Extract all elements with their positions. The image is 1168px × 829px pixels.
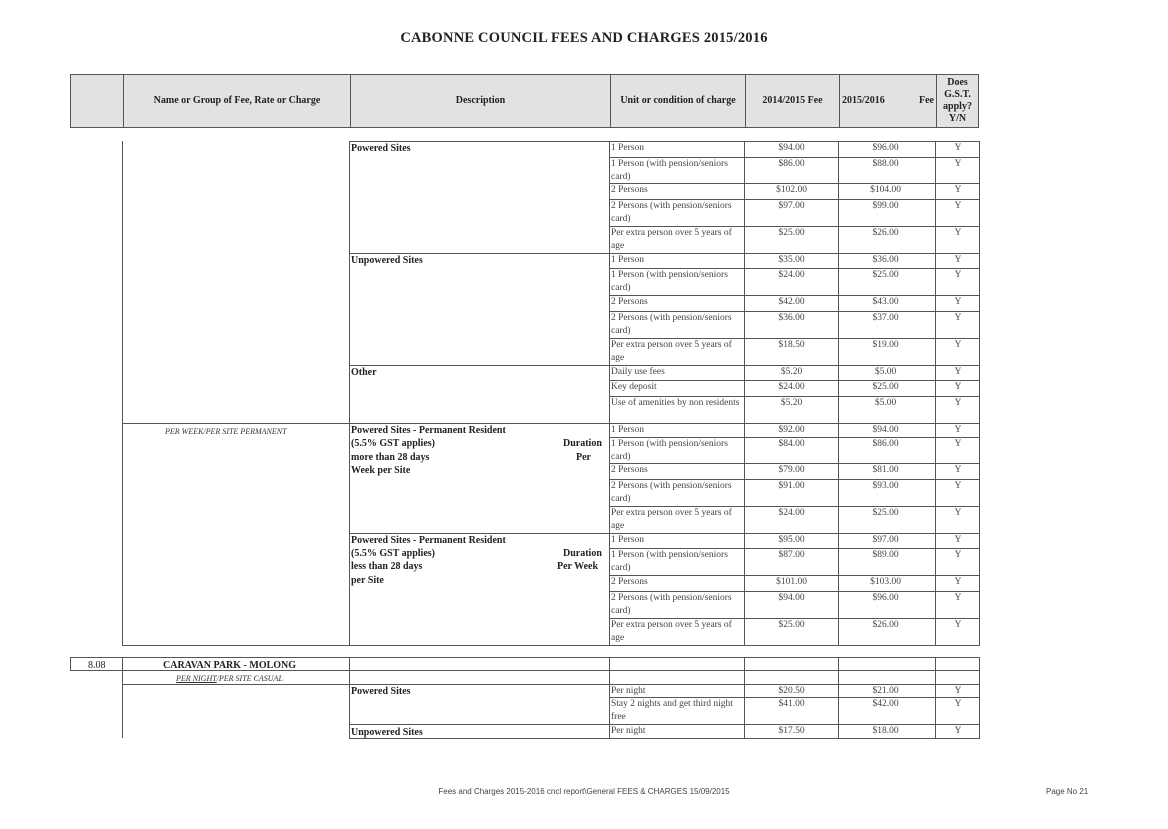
s1-row-fee-2015: $86.00 bbox=[872, 439, 899, 449]
s1-row-fee-2015: $96.00 bbox=[872, 143, 899, 153]
header-fee-cur-year: 2015/2016 bbox=[842, 95, 885, 106]
s2-row-gst: Y bbox=[954, 699, 962, 709]
s1-row-fee-2015: $25.00 bbox=[872, 508, 899, 518]
s1-row-fee-2014: $24.00 bbox=[778, 270, 805, 280]
section2-number: 8.08 bbox=[88, 660, 106, 671]
grid-vline bbox=[609, 141, 610, 645]
s1-row-fee-2014: $91.00 bbox=[778, 481, 805, 491]
s1-row-fee-2014: $79.00 bbox=[778, 465, 805, 475]
grid-vline bbox=[70, 657, 71, 670]
s1-row-unit: 2 Persons (with pension/seniors card) bbox=[611, 593, 732, 616]
s1-row-fee-2015: $96.00 bbox=[872, 593, 899, 603]
s1-row-unit: Per extra person over 5 years of age bbox=[611, 620, 732, 643]
s1-row-fee-2014: $102.00 bbox=[776, 185, 807, 195]
permanent-label: PER WEEK/PER SITE PERMANENT bbox=[165, 427, 287, 436]
s1-row-gst: Y bbox=[954, 577, 962, 587]
s1-row-gst: Y bbox=[954, 465, 962, 475]
s1-row-fee-2014: $42.00 bbox=[778, 297, 805, 307]
s1-row-gst: Y bbox=[954, 382, 962, 392]
s1-row-unit: 1 Person bbox=[611, 255, 644, 265]
grid-hline bbox=[349, 645, 980, 646]
s1-row-gst: Y bbox=[954, 297, 962, 307]
s1-row-fee-2015: $5.00 bbox=[874, 367, 897, 377]
perm-a-line2-right: Duration bbox=[563, 438, 602, 449]
section2-subtitle bbox=[176, 672, 283, 685]
desc-powered-sites: Powered Sites bbox=[351, 143, 411, 154]
s1-row-fee-2015: $26.00 bbox=[872, 620, 899, 630]
desc-other: Other bbox=[351, 367, 377, 378]
s2-desc-unpowered: Unpowered Sites bbox=[351, 727, 423, 738]
s1-row-unit: 2 Persons (with pension/seniors card) bbox=[611, 481, 732, 504]
grid-vline bbox=[122, 141, 123, 645]
s1-row-gst: Y bbox=[954, 185, 962, 195]
s1-row-fee-2015: $88.00 bbox=[872, 159, 899, 169]
grid-hline bbox=[122, 645, 349, 646]
s1-row-fee-2015: $25.00 bbox=[872, 270, 899, 280]
s1-row-gst: Y bbox=[954, 481, 962, 491]
s1-row-fee-2014: $97.00 bbox=[778, 201, 805, 211]
s1-row-gst: Y bbox=[954, 535, 962, 545]
section2-subtitle-b: /PER SITE CASUAL bbox=[216, 674, 283, 683]
s1-row-fee-2014: $94.00 bbox=[778, 143, 805, 153]
footer-text: Fees and Charges 2015-2016 cncl report\General FEES & CHARGES 15/09/2015 bbox=[438, 787, 730, 796]
grid-hline bbox=[70, 657, 980, 658]
header-name: Name or Group of Fee, Rate or Charge bbox=[124, 75, 351, 127]
s1-row-unit: Per extra person over 5 years of age bbox=[611, 228, 732, 251]
s1-row-fee-2015: $5.00 bbox=[874, 398, 897, 408]
s1-row-unit: Daily use fees bbox=[611, 367, 665, 377]
section2-name: CARAVAN PARK - MOLONG bbox=[163, 660, 297, 671]
s1-row-fee-2014: $92.00 bbox=[778, 425, 805, 435]
s1-row-fee-2014: $36.00 bbox=[778, 313, 805, 323]
s1-row-gst: Y bbox=[954, 620, 962, 630]
s1-row-fee-2014: $84.00 bbox=[778, 439, 805, 449]
s1-row-gst: Y bbox=[954, 439, 962, 449]
s1-row-fee-2014: $18.50 bbox=[778, 340, 805, 350]
header-unit: Unit or condition of charge bbox=[611, 75, 746, 127]
s1-row-fee-2015: $25.00 bbox=[872, 382, 899, 392]
s1-row-unit: 1 Person (with pension/seniors card) bbox=[611, 550, 728, 573]
s1-row-unit: 1 Person (with pension/seniors card) bbox=[611, 159, 728, 182]
s1-row-unit: 2 Persons (with pension/seniors card) bbox=[611, 201, 732, 224]
s2-row-fee-2014: $17.50 bbox=[778, 726, 805, 736]
s1-row-fee-2014: $35.00 bbox=[778, 255, 805, 265]
s1-row-unit: Per extra person over 5 years of age bbox=[611, 508, 732, 531]
s1-row-gst: Y bbox=[954, 508, 962, 518]
s1-row-fee-2015: $89.00 bbox=[872, 550, 899, 560]
perm-a-line2: (5.5% GST applies) bbox=[351, 438, 435, 449]
section2-subtitle-a: PER NIGHT bbox=[176, 674, 217, 683]
s1-row-gst: Y bbox=[954, 159, 962, 169]
s2-row-gst: Y bbox=[954, 726, 962, 736]
s1-row-unit: 1 Person bbox=[611, 425, 644, 435]
s1-row-unit: 2 Persons bbox=[611, 577, 648, 587]
perm-a-line3-right: Per bbox=[576, 452, 591, 463]
s1-row-gst: Y bbox=[954, 550, 962, 560]
s1-row-unit: 1 Person bbox=[611, 143, 644, 153]
page-number: Page No 21 bbox=[1046, 787, 1089, 796]
s2-row-unit: Per night bbox=[611, 686, 646, 696]
s1-row-fee-2014: $5.20 bbox=[780, 367, 803, 377]
s1-row-fee-2015: $81.00 bbox=[872, 465, 899, 475]
s1-row-fee-2015: $93.00 bbox=[872, 481, 899, 491]
s1-row-unit: 1 Person (with pension/seniors card) bbox=[611, 270, 728, 293]
s1-row-fee-2014: $95.00 bbox=[778, 535, 805, 545]
table-header bbox=[70, 74, 979, 128]
s1-row-fee-2014: $101.00 bbox=[776, 577, 807, 587]
s1-row-fee-2015: $19.00 bbox=[872, 340, 899, 350]
s1-row-gst: Y bbox=[954, 340, 962, 350]
s1-row-fee-2014: $94.00 bbox=[778, 593, 805, 603]
perm-b-line2-right: Duration bbox=[563, 548, 602, 559]
header-code-cell bbox=[71, 75, 124, 127]
s1-row-fee-2014: $24.00 bbox=[778, 508, 805, 518]
s1-row-fee-2015: $36.00 bbox=[872, 255, 899, 265]
s1-row-unit: 1 Person bbox=[611, 535, 644, 545]
header-gst: Does G.S.T. apply? Y/N bbox=[943, 77, 972, 124]
s1-row-fee-2015: $103.00 bbox=[870, 577, 901, 587]
header-fee-cur bbox=[840, 75, 937, 127]
header-description: Description bbox=[351, 75, 611, 127]
s1-row-unit: Per extra person over 5 years of age bbox=[611, 340, 732, 363]
s1-row-fee-2015: $97.00 bbox=[872, 535, 899, 545]
grid-vline bbox=[349, 141, 350, 645]
s2-row-gst: Y bbox=[954, 686, 962, 696]
s1-row-gst: Y bbox=[954, 270, 962, 280]
s1-row-gst: Y bbox=[954, 593, 962, 603]
header-fee-prev: 2014/2015 Fee bbox=[746, 75, 840, 127]
s1-row-fee-2014: $25.00 bbox=[778, 620, 805, 630]
s1-row-fee-2015: $94.00 bbox=[872, 425, 899, 435]
s1-row-fee-2014: $5.20 bbox=[780, 398, 803, 408]
s1-row-unit: Key deposit bbox=[611, 382, 657, 392]
s1-row-unit: 2 Persons bbox=[611, 297, 648, 307]
perm-a-line4: Week per Site bbox=[351, 465, 411, 476]
s1-row-fee-2014: $86.00 bbox=[778, 159, 805, 169]
s1-row-fee-2015: $104.00 bbox=[870, 185, 901, 195]
s1-row-unit: 1 Person (with pension/seniors card) bbox=[611, 439, 728, 462]
s1-row-fee-2015: $99.00 bbox=[872, 201, 899, 211]
s1-row-fee-2014: $25.00 bbox=[778, 228, 805, 238]
s1-row-gst: Y bbox=[954, 143, 962, 153]
perm-a-line3: more than 28 days bbox=[351, 452, 430, 463]
perm-a-line1: Powered Sites - Permanent Resident bbox=[351, 425, 506, 436]
s1-row-unit: 2 Persons bbox=[611, 465, 648, 475]
perm-b-line4: per Site bbox=[351, 575, 384, 586]
grid-hline bbox=[122, 423, 349, 424]
s1-row-gst: Y bbox=[954, 228, 962, 238]
s2-row-unit: Per night bbox=[611, 726, 646, 736]
perm-b-line3-right: Per Week bbox=[557, 561, 599, 572]
s1-row-unit: 2 Persons (with pension/seniors card) bbox=[611, 313, 732, 336]
s1-row-fee-2015: $37.00 bbox=[872, 313, 899, 323]
s1-row-fee-2015: $43.00 bbox=[872, 297, 899, 307]
grid-hline bbox=[349, 738, 980, 739]
s1-row-gst: Y bbox=[954, 313, 962, 323]
desc-unpowered-sites: Unpowered Sites bbox=[351, 255, 423, 266]
s1-row-gst: Y bbox=[954, 367, 962, 377]
perm-b-line3: less than 28 days bbox=[351, 561, 423, 572]
s2-row-unit: Stay 2 nights and get third night free bbox=[611, 699, 733, 722]
s1-row-fee-2015: $26.00 bbox=[872, 228, 899, 238]
perm-b-line2: (5.5% GST applies) bbox=[351, 548, 435, 559]
page-title: CABONNE COUNCIL FEES AND CHARGES 2015/2016 bbox=[400, 30, 768, 46]
s1-row-fee-2014: $24.00 bbox=[778, 382, 805, 392]
s1-row-fee-2014: $87.00 bbox=[778, 550, 805, 560]
s1-row-unit: 2 Persons bbox=[611, 185, 648, 195]
s1-row-unit: Use of amenities by non residents bbox=[611, 398, 740, 408]
s1-row-gst: Y bbox=[954, 255, 962, 265]
s2-row-fee-2015: $42.00 bbox=[872, 699, 899, 709]
s1-row-gst: Y bbox=[954, 425, 962, 435]
s2-row-fee-2015: $21.00 bbox=[872, 686, 899, 696]
s2-desc-powered: Powered Sites bbox=[351, 686, 411, 697]
perm-b-line1: Powered Sites - Permanent Resident bbox=[351, 535, 506, 546]
s1-row-gst: Y bbox=[954, 201, 962, 211]
s2-row-fee-2015: $18.00 bbox=[872, 726, 899, 736]
s1-row-gst: Y bbox=[954, 398, 962, 408]
s2-row-fee-2014: $41.00 bbox=[778, 699, 805, 709]
header-fee-cur-word: Fee bbox=[919, 95, 934, 106]
s2-row-fee-2014: $20.50 bbox=[778, 686, 805, 696]
